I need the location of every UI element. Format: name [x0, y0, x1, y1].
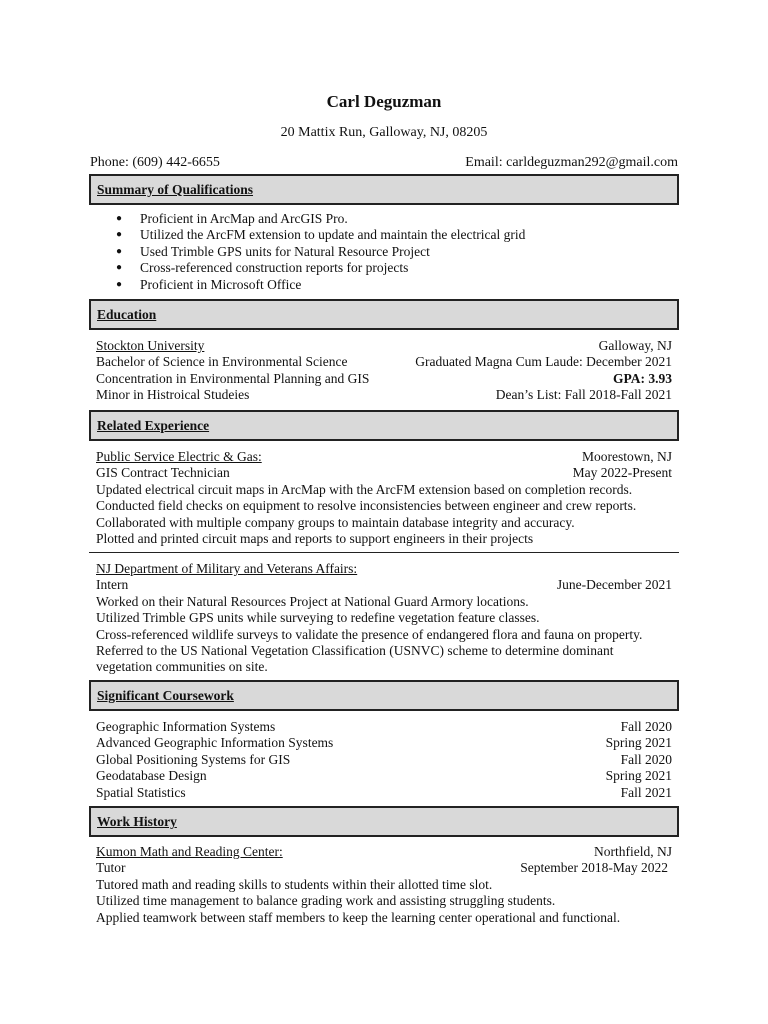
course-name: Advanced Geographic Information Systems	[96, 735, 334, 751]
list-item: ● Utilized the ArcFM extension to update and maintain the electrical grid	[116, 227, 525, 243]
section-title-coursework: Significant Coursework	[97, 688, 234, 703]
section-header-work	[89, 806, 679, 837]
contact-row	[90, 155, 678, 171]
job-title: Tutor	[96, 860, 126, 876]
course-term: Spring 2021	[605, 735, 672, 751]
coursework-block	[96, 719, 672, 801]
job-duty: vegetation communities on site.	[96, 659, 268, 675]
gpa: GPA: 3.93	[613, 370, 672, 386]
job-dates: May 2022-Present	[572, 465, 672, 481]
job-title: Intern	[96, 577, 129, 593]
experience-block-pseg	[96, 449, 672, 547]
job-duty: Updated electrical circuit maps in ArcMap with the ArcFM extension based on completion records.	[96, 481, 633, 497]
job-duty: Applied teamwork between staff members to keep the learning center operational and functional.	[96, 909, 621, 925]
honors: Graduated Magna Cum Laude: December 2021	[415, 354, 672, 370]
course-name: Geographic Information Systems	[96, 719, 276, 734]
section-title-experience: Related Experience	[97, 418, 210, 433]
job-duty: Utilized Trimble GPS units while surveying to redefine vegetation feature classes.	[96, 610, 540, 626]
job-duty: Collaborated with multiple company groups to maintain database integrity and accuracy.	[96, 514, 575, 530]
employer-location: Moorestown, NJ	[582, 449, 672, 464]
section-title-work: Work History	[97, 814, 177, 829]
list-item: ● Cross-referenced construction reports for projects	[116, 260, 525, 276]
school-name: Stockton University	[96, 338, 205, 353]
section-header-coursework	[89, 680, 679, 711]
course-name: Geodatabase Design	[96, 768, 207, 784]
section-title-education: Education	[97, 307, 157, 322]
degree: Bachelor of Science in Environmental Science	[96, 354, 348, 370]
job-duty: Worked on their Natural Resources Project at National Guard Armory locations.	[96, 593, 529, 609]
section-header-experience	[89, 410, 679, 441]
minor: Minor in Histroical Studeies	[96, 387, 250, 403]
list-item	[96, 752, 672, 768]
list-item: ● Proficient in Microsoft Office	[116, 277, 525, 293]
phone: Phone: (609) 442-6655	[90, 155, 220, 170]
job-duty: Tutored math and reading skills to students within their allotted time slot.	[96, 876, 493, 892]
work-block	[96, 844, 672, 926]
job-title: GIS Contract Technician	[96, 465, 230, 481]
list-item: ● Used Trimble GPS units for Natural Resource Project	[116, 244, 525, 260]
list-item: ● Proficient in ArcMap and ArcGIS Pro.	[116, 211, 525, 227]
section-header-education	[89, 299, 679, 330]
job-dates: June-December 2021	[556, 577, 672, 593]
candidate-name: Carl Deguzman	[326, 92, 442, 111]
summary-list	[116, 211, 525, 293]
course-term: Spring 2021	[605, 768, 672, 784]
email: Email: carldeguzman292@gmail.com	[465, 155, 678, 170]
experience-block-njdmava	[96, 561, 672, 676]
divider	[89, 552, 679, 553]
job-duty: Cross-referenced wildlife surveys to validate the presence of endangered flora and fauna on property.	[96, 626, 643, 642]
employer-name: Kumon Math and Reading Center:	[96, 844, 283, 859]
employer-name: NJ Department of Military and Veterans Affairs:	[96, 561, 358, 576]
job-duty: Utilized time management to balance grading work and assisting struggling students.	[96, 893, 556, 909]
course-term: Fall 2020	[620, 751, 672, 767]
employer-name: Public Service Electric & Gas:	[96, 449, 262, 464]
course-name: Global Positioning Systems for GIS	[96, 751, 291, 767]
job-duty: Plotted and printed circuit maps and reports to support engineers in their projects	[96, 530, 534, 546]
list-item	[96, 719, 672, 735]
job-duty: Conducted field checks on equipment to resolve inconsistencies between engineer and crew reports.	[96, 498, 637, 514]
job-dates: September 2018-May 2022	[520, 860, 668, 876]
section-title-summary: Summary of Qualifications	[97, 182, 254, 197]
list-item	[96, 735, 672, 751]
employer-location: Northfield, NJ	[594, 844, 672, 859]
list-item	[96, 785, 672, 801]
deans-list: Dean’s List: Fall 2018-Fall 2021	[495, 387, 672, 403]
course-name: Spatial Statistics	[96, 784, 186, 800]
address: 20 Mattix Run, Galloway, NJ, 08205	[280, 125, 488, 140]
course-term: Fall 2020	[620, 719, 672, 734]
course-term: Fall 2021	[620, 784, 672, 800]
section-header-summary	[89, 174, 679, 205]
education-block	[96, 338, 672, 404]
job-duty: Referred to the US National Vegetation Classification (USNVC) scheme to determine dominant	[96, 642, 614, 658]
concentration: Concentration in Environmental Planning and GIS	[96, 370, 370, 386]
list-item	[96, 768, 672, 784]
school-location: Galloway, NJ	[598, 338, 672, 353]
